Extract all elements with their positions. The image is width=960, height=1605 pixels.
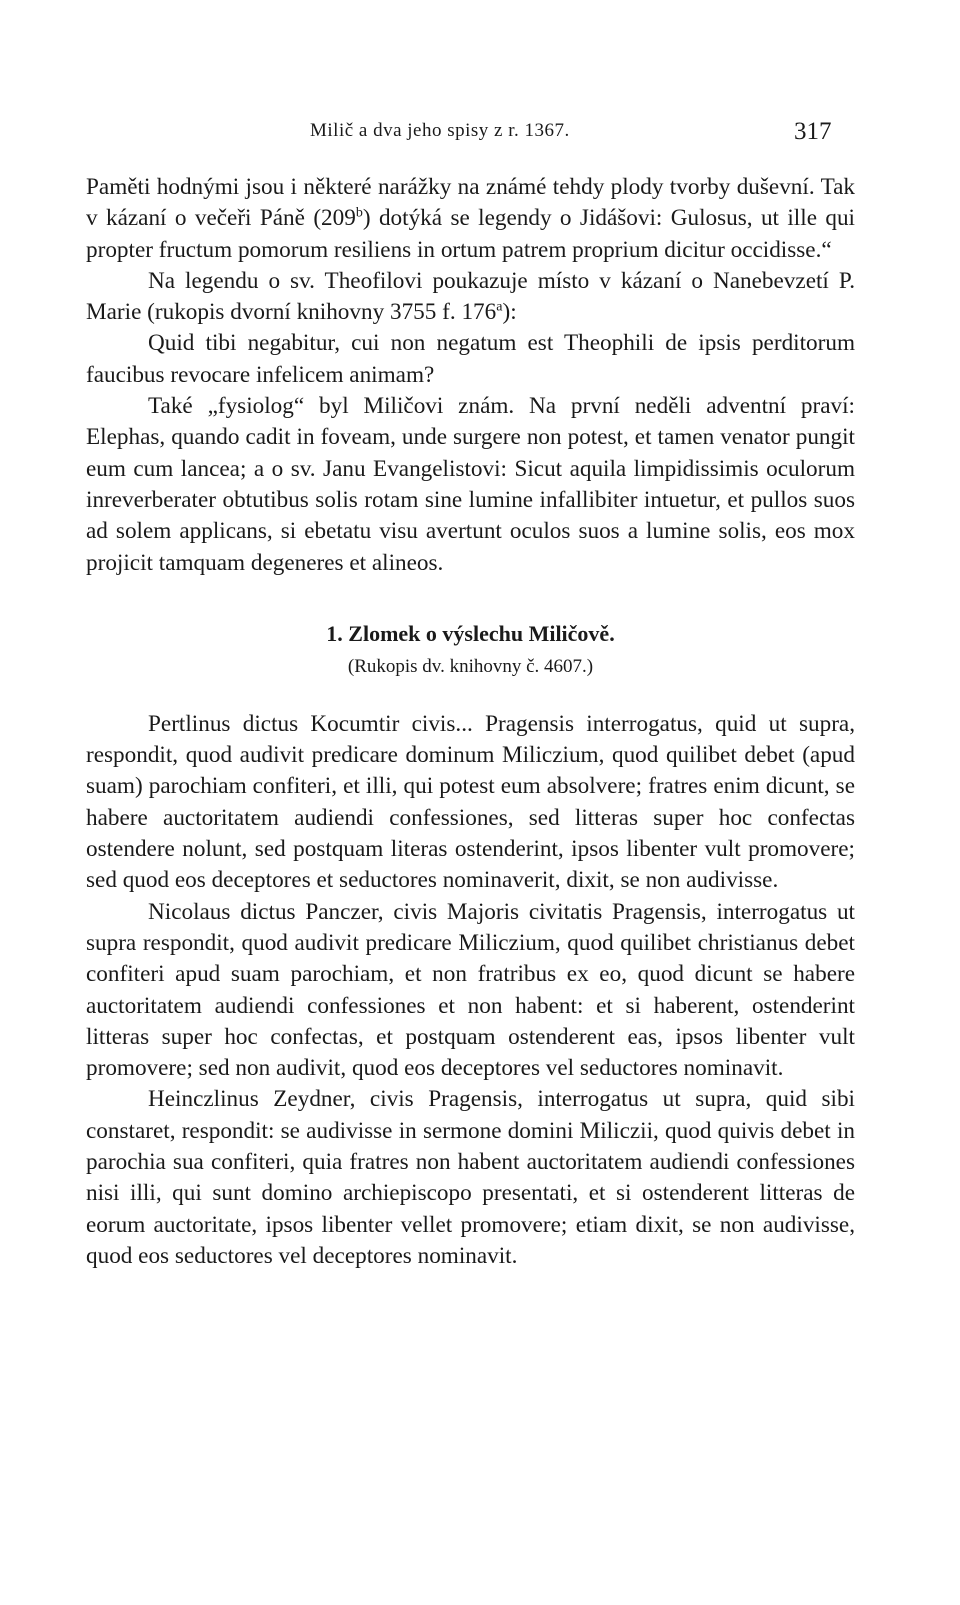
section-subheading: (Rukopis dv. knihovny č. 4607.) [347,655,594,677]
running-title: Milič a dva jeho spisy z r. 1367. [310,120,570,141]
intro-paragraph-3: Také „fysiolog“ byl Miličovi znám. Na první neděli adventní praví: Elephas, quando cadit in foveam, unde surgere non potest, et tamen venator pungit eum cum lancea; a o sv. Janu Evangelistovi: Sicut aquila limpidissimis oculorum inreverberater obtutibus solis rotam sine lumine infallibiter intuetur, et pullos suos ad solem applicans, si ebetatu visu avertunt oculos suos a lumine solis, eos mox projicit tamquam degeneres et alineos. [86,393,855,576]
testimony-paragraph: Heinczlinus Zeydner, civis Pragensis, interrogatus ut supra, quid sibi constaret, respondit: se audivisse in sermone domini Miliczii, quod quivis debet in parochia sua confiteri, quia fratres non habent auctoritatem audiendi confessiones nisi illi, qui sunt domino archiepiscopo presentati, et si ostenderent litteras de eorum auctoritate, ipsos libenter vellet promovere; etiam dixit, se non audivisse, quod eos seductores vel deceptores nominavit. [86,1086,855,1269]
page-number: 317 [794,118,832,145]
page-body [86,172,855,1272]
section-heading: 1. Zlomek o výslechu Miličově. [326,620,615,646]
testimony-paragraph: Pertlinus dictus Kocumtir civis... Pragensis interrogatus, quid ut supra, respondit, quod audivit predicare dominum Miliczium, quod quilibet debet (apud suam) parochiam confiteri, et illi, qui potest eum absolvere; fratres enim dicunt, se habere auctoritatem audiendi confessiones, sed litteras super hoc confectas ostendere nolunt, sed postquam literas ostenderint, ipsos libenter vult promovere; sed quod eos deceptores et seductores nominaverit, dixit, se non audivisse. [86,710,855,894]
testimony-paragraph: Nicolaus dictus Panczer, civis Majoris civitatis Pragensis, interrogatus ut supra respondit, quod audivit predicare Miliczium, quod quilibet christianus debet confiteri apud suam parochiam, et non fratribus ex eo, quod dicunt se habere auctoritatem audiendi confessiones et non habent: et si haberent, ostenderint litteras super hoc confectas, et postquam ostenderent eas, ipsos libenter vult promovere; sed non audivit, quod eos deceptores vel seductores nominavit. [86,898,855,1082]
running-head [0,118,960,150]
intro-paragraph-2: Na legendu o sv. Theofilovi poukazuje místo v kázaní o Nanebevzetí P. Marie (rukopis dvorní knihovny 3755 f. 176$^a$): [86,267,855,326]
quote-theophilus: Quid tibi negabitur, cui non negatum est Theophili de ipsis perditorum faucibus revocare infelicem animam? [86,330,855,388]
intro-paragraph-1: Paměti hodnými jsou i některé narážky na známé tehdy plody tvorby duševní. Tak v kázaní o večeři Páně (209$^b$) dotýká se legendy o Jidášovi: Gulosus, ut ille qui propter fructum pomorum resiliens in ortum patrem proprium dicitur occidisse.“ [86,174,856,263]
